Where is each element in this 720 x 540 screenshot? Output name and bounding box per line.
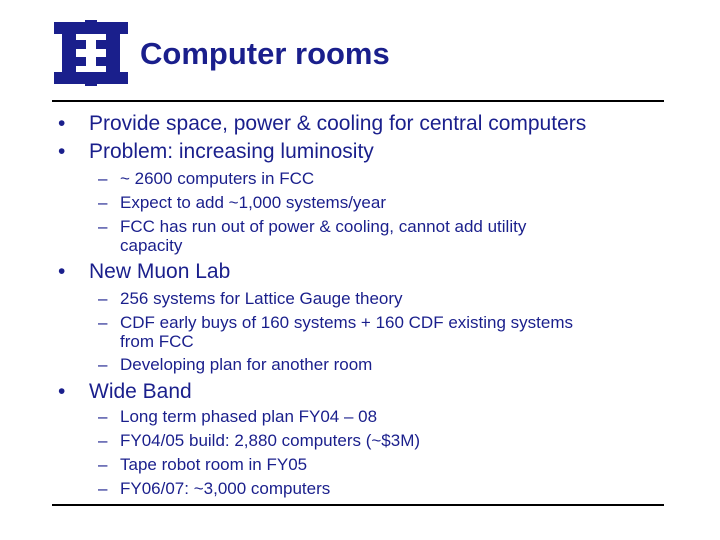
sub-dash: – bbox=[98, 479, 108, 498]
fermilab-logo-icon bbox=[52, 18, 130, 88]
bullet-marker: • bbox=[58, 112, 66, 135]
sub-item-text: Long term phased plan FY04 – 08 bbox=[120, 407, 378, 426]
sub-dash: – bbox=[98, 455, 108, 474]
sub-item-text: Tape robot room in FY05 bbox=[120, 455, 308, 474]
bullet-marker: • bbox=[58, 380, 66, 403]
sub-dash: – bbox=[98, 431, 108, 450]
sub-item-text: CDF early buys of 160 systems + 160 CDF existing systems bbox=[120, 313, 574, 332]
sub-item-text: ~ 2600 computers in FCC bbox=[120, 169, 315, 188]
bullet-3-text: New Muon Lab bbox=[89, 260, 231, 283]
bullet-marker: • bbox=[58, 260, 66, 283]
sub-item-text: Developing plan for another room bbox=[120, 355, 373, 374]
sub-item-text: 256 systems for Lattice Gauge theory bbox=[120, 289, 403, 308]
sub-dash: – bbox=[98, 407, 108, 426]
sub-item-text: Expect to add ~1,000 systems/year bbox=[120, 193, 387, 212]
sub-item-text: FY06/07: ~3,000 computers bbox=[120, 479, 331, 498]
sub-dash: – bbox=[98, 169, 108, 188]
sub-dash: – bbox=[98, 217, 108, 236]
bullet-2-text: Problem: increasing luminosity bbox=[89, 140, 374, 163]
sub-dash: – bbox=[98, 313, 108, 332]
sub-dash: – bbox=[98, 289, 108, 308]
bullet-marker: • bbox=[58, 140, 66, 163]
sub-item-text: FCC has run out of power & cooling, cannot add utility bbox=[120, 217, 527, 236]
sub-dash: – bbox=[98, 355, 108, 374]
sub-item-text-continuation: capacity bbox=[120, 236, 183, 255]
sub-item-text-continuation: from FCC bbox=[120, 332, 194, 351]
slide-title: Computer rooms bbox=[140, 36, 390, 71]
bullet-4-text: Wide Band bbox=[89, 380, 192, 403]
footer-divider bbox=[52, 504, 664, 506]
sub-item-text: FY04/05 build: 2,880 computers (~$3M) bbox=[120, 431, 421, 450]
bullet-1-text: Provide space, power & cooling for central computers bbox=[89, 112, 587, 135]
title-divider bbox=[52, 100, 664, 102]
sub-dash: – bbox=[98, 193, 108, 212]
